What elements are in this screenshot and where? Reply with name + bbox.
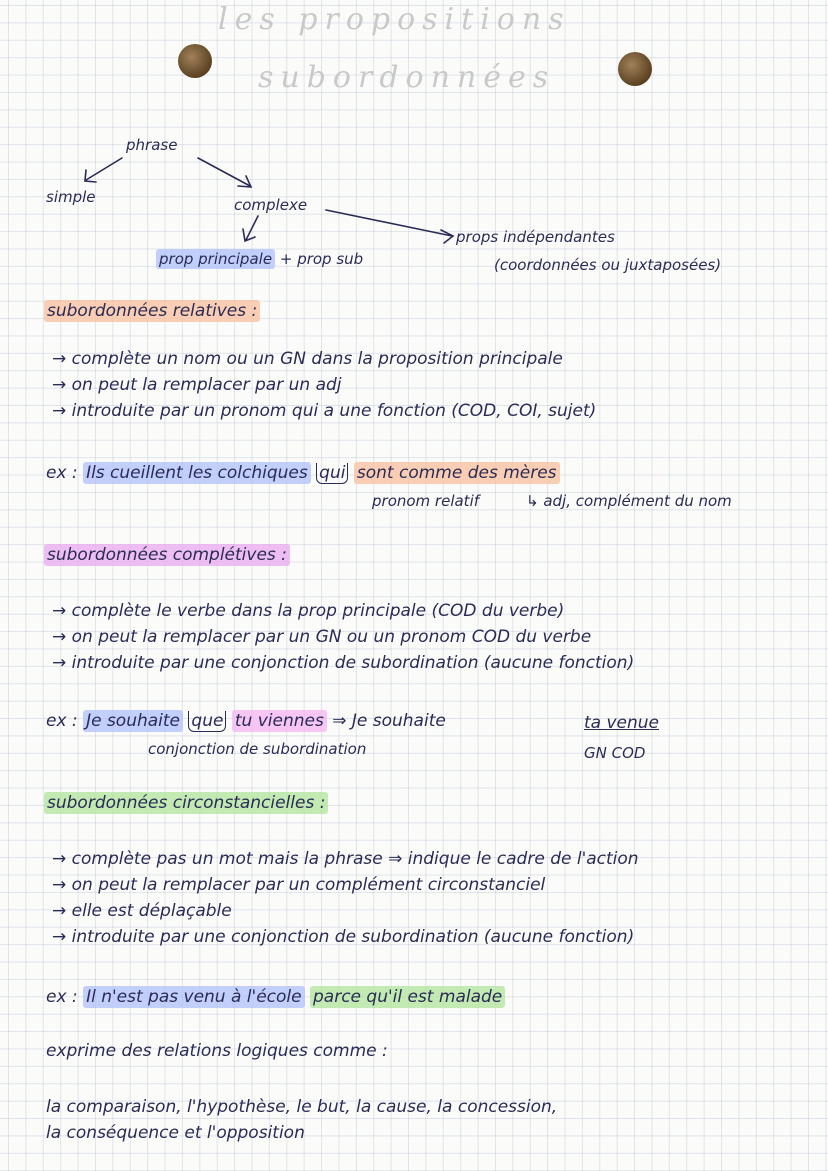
diagram-prop-principale xyxy=(156,248,363,270)
completives-bullet-1: → complète le verbe dans la prop principale (COD du verbe) xyxy=(52,601,565,621)
relatives-note-adj: ↳ adj, complément du nom xyxy=(526,492,732,510)
circ-bullet-4: → introduite par une conjonction de subordination (aucune fonction) xyxy=(52,927,635,947)
relative-pronoun: qui xyxy=(316,463,348,484)
relations-line-2: la conséquence et l'opposition xyxy=(46,1123,305,1143)
completives-bullet-2: → on peut la remplacer par un GN ou un pronom COD du verbe xyxy=(52,627,592,647)
circ-bullet-3: → elle est déplaçable xyxy=(52,901,232,921)
heading-completives xyxy=(44,544,290,566)
relatives-example: ex : Ils cueillent les colchiques qui sont comme des mères xyxy=(46,462,560,484)
diagram-plus: + xyxy=(279,250,293,268)
diagram-independantes: props indépendantes xyxy=(456,228,615,246)
completives-example-rewrite: Je souhaite xyxy=(351,711,446,731)
relatives-bullet-3: → introduite par un pronom qui a une fonction (COD, COI, sujet) xyxy=(52,401,597,421)
completives-note-gn: GN COD xyxy=(584,744,646,762)
diagram-simple: simple xyxy=(46,188,96,206)
diagram-independantes-note: (coordonnées ou juxtaposées) xyxy=(494,256,722,274)
completives-note-conj: conjonction de subordination xyxy=(148,740,367,758)
diagram-complexe: complexe xyxy=(234,196,308,214)
relatives-example-main: Ils cueillent les colchiques xyxy=(83,462,311,484)
completives-example-main: Je souhaite xyxy=(83,710,183,732)
gn-ta-venue: ta venue xyxy=(584,713,660,733)
title-line-2: subordonnées xyxy=(258,60,556,95)
relations-intro: exprime des relations logiques comme : xyxy=(46,1041,388,1061)
heading-circonstancielles-text: subordonnées circonstancielles : xyxy=(44,792,328,814)
title-line-1: les propositions xyxy=(218,2,571,37)
circ-bullet-2: → on peut la remplacer par un complément circonstanciel xyxy=(52,875,546,895)
heading-completives-text: subordonnées complétives : xyxy=(44,544,290,566)
circ-example: ex : Il n'est pas venu à l'école parce qu'il est malade xyxy=(46,986,505,1008)
prop-sub-label: prop sub xyxy=(297,250,364,268)
relatives-bullet-2: → on peut la remplacer par un adj xyxy=(52,375,342,395)
relatives-example-sub: sont comme des mères xyxy=(354,462,560,484)
heading-circonstancielles xyxy=(44,792,328,814)
prop-principale-label: prop principale xyxy=(156,249,275,269)
relatives-note-pronoun: pronom relatif xyxy=(372,492,480,510)
completives-example-sub: tu viennes xyxy=(232,710,327,732)
heading-relatives-text: subordonnées relatives : xyxy=(44,300,260,322)
circ-bullet-1: → complète pas un mot mais la phrase ⇒ indique le cadre de l'action xyxy=(52,849,639,869)
relations-line-1: la comparaison, l'hypothèse, le but, la cause, la concession, xyxy=(46,1097,558,1117)
heading-relatives xyxy=(44,300,260,322)
circ-example-sub: parce qu'il est malade xyxy=(310,986,505,1008)
completives-bullet-3: → introduite par une conjonction de subordination (aucune fonction) xyxy=(52,653,635,673)
completives-example: ex : Je souhaite que tu viennes ⇒ Je souhaite xyxy=(46,711,446,731)
conjunction-que: que xyxy=(188,711,226,732)
diagram-root: phrase xyxy=(126,136,178,154)
relatives-bullet-1: → complète un nom ou un GN dans la proposition principale xyxy=(52,349,563,369)
circ-example-main: Il n'est pas venu à l'école xyxy=(83,986,305,1008)
